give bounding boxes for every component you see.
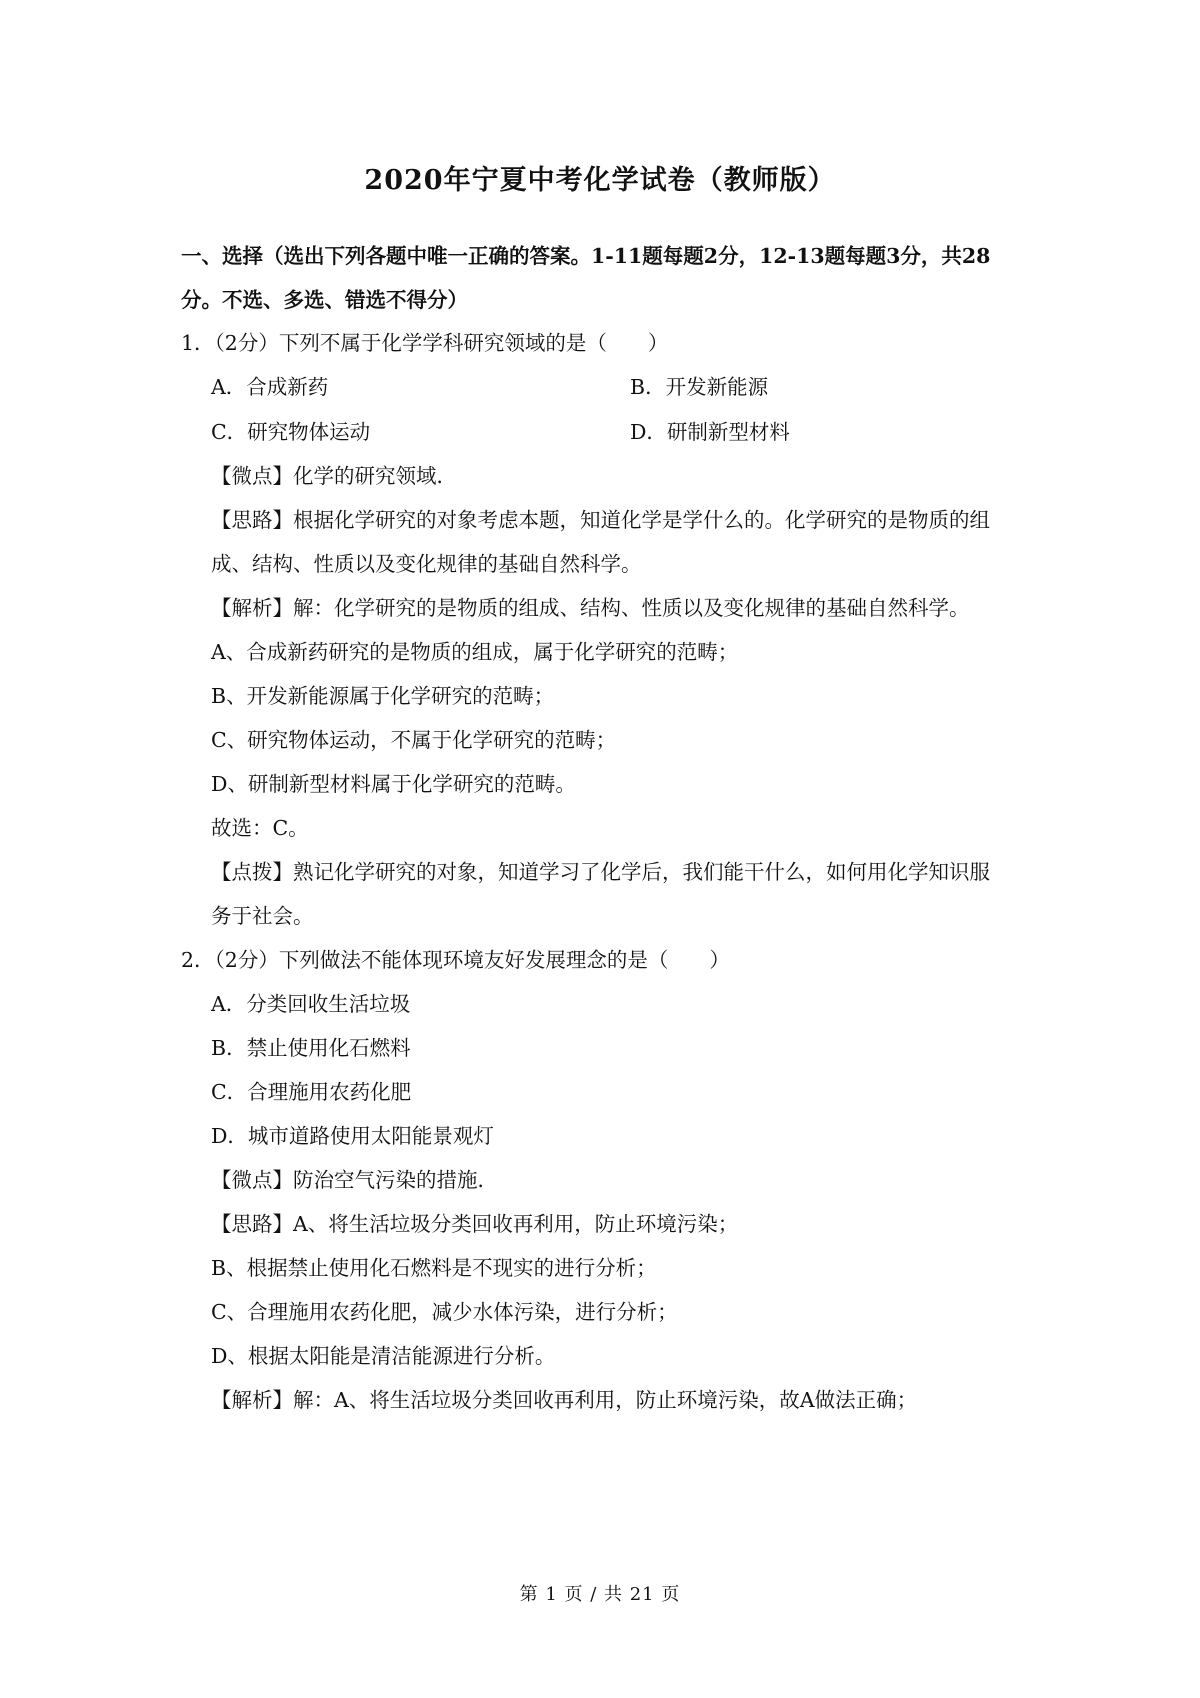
q2-option-a: A．分类回收生活垃圾: [211, 992, 411, 1016]
section-heading-line-1: 一、选择（选出下列各题中唯一正确的答案。1-11题每题2分，12-13题每题3分，共28: [181, 244, 991, 268]
q1-stem: 1．（2分）下列不属于化学学科研究领域的是（ ）: [181, 331, 669, 355]
q2-stem: 2．（2分）下列做法不能体现环境友好发展理念的是（ ）: [181, 948, 730, 972]
page-footer: 第 1 页 / 共 21 页: [519, 1584, 681, 1605]
q2-option-b: B．禁止使用化石燃料: [211, 1036, 411, 1060]
q1-analysis-d: D、研制新型材料属于化学研究的范畴。: [211, 772, 576, 796]
q1-jiexi: 【解析】解：化学研究的是物质的组成、结构、性质以及变化规律的基础自然科学。: [211, 596, 970, 620]
q2-jiexi: 【解析】解：A、将生活垃圾分类回收再利用，防止环境污染，故A做法正确；: [211, 1388, 918, 1412]
q1-option-c: C．研究物体运动: [211, 420, 371, 444]
q2-option-d: D．城市道路使用太阳能景观灯: [211, 1124, 494, 1148]
q2-weidian: 【微点】防治空气污染的措施．: [211, 1168, 498, 1192]
q2-analysis-d: D、根据太阳能是清洁能源进行分析。: [211, 1344, 556, 1368]
q1-option-a: A．合成新药: [211, 375, 329, 399]
q1-analysis-c: C、研究物体运动，不属于化学研究的范畴；: [211, 728, 617, 752]
q2-option-c: C．合理施用农药化肥: [211, 1080, 412, 1104]
q1-answer: 故选：C。: [211, 816, 309, 840]
page-title: 2020年宁夏中考化学试卷（教师版）: [364, 165, 836, 196]
q1-analysis-a: A、合成新药研究的是物质的组成，属于化学研究的范畴；: [211, 640, 739, 664]
q2-silu: 【思路】A、将生活垃圾分类回收再利用，防止环境污染；: [211, 1212, 739, 1236]
q1-option-d: D．研制新型材料: [630, 420, 790, 444]
q1-dianbo-line-1: 【点拨】熟记化学研究的对象，知道学习了化学后，我们能干什么，如何用化学知识服: [211, 860, 990, 884]
q2-analysis-b: B、根据禁止使用化石燃料是不现实的进行分析；: [211, 1256, 657, 1280]
q1-analysis-b: B、开发新能源属于化学研究的范畴；: [211, 684, 555, 708]
q1-weidian: 【微点】化学的研究领域．: [211, 464, 457, 488]
q1-silu-line-2: 成、结构、性质以及变化规律的基础自然科学。: [211, 552, 642, 576]
q1-option-b: B．开发新能源: [630, 375, 769, 399]
q1-silu-line-1: 【思路】根据化学研究的对象考虑本题，知道化学是学什么的。化学研究的是物质的组: [211, 508, 990, 532]
q1-dianbo-line-2: 务于社会。: [211, 904, 314, 928]
q2-analysis-c: C、合理施用农药化肥，减少水体污染，进行分析；: [211, 1300, 678, 1324]
section-heading-line-2: 分。不选、多选、错选不得分）: [181, 288, 468, 312]
